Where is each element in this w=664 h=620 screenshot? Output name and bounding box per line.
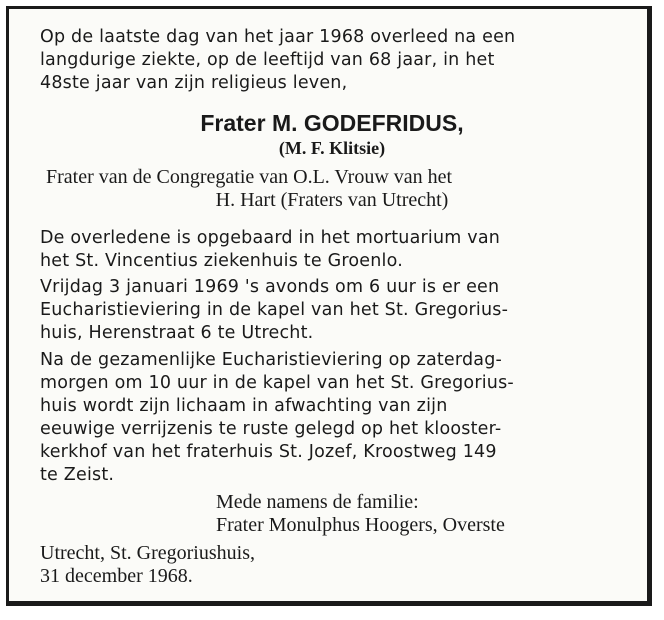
- signatory: Frater Monulphus Hoogers, Overste: [216, 514, 505, 536]
- friday-line-3: huis, Herenstraat 6 te Utrecht.: [40, 323, 314, 343]
- saturday-line-6: te Zeist.: [40, 465, 115, 485]
- place: Utrecht, St. Gregoriushuis,: [40, 542, 255, 564]
- saturday-line-3: huis wordt zijn lichaam in afwachting van zijn: [40, 396, 448, 416]
- mortuarium-line-1: De overledene is opgebaard in het mortuarium van: [40, 228, 501, 248]
- intro-line-1: Op de laatste dag van het jaar 1968 overleed na een: [40, 27, 516, 47]
- congregation-line-1: Frater van de Congregatie van O.L. Vrouw van het: [46, 166, 453, 188]
- congregation-line-2: H. Hart (Fraters van Utrecht): [215, 189, 449, 211]
- friday-line-1: Vrijdag 3 januari 1969 's avonds om 6 uur is er een: [40, 277, 500, 297]
- date: 31 december 1968.: [40, 565, 193, 587]
- mortuarium-line-2: het St. Vincentius ziekenhuis te Groenlo.: [40, 251, 403, 271]
- family-line: Mede namens de familie:: [216, 491, 419, 513]
- saturday-line-1: Na de gezamenlijke Eucharistieviering op zaterdag-: [40, 350, 503, 370]
- saturday-line-2: morgen om 10 uur in de kapel van het St. Gregorius-: [40, 373, 514, 393]
- intro-line-2: langdurige ziekte, op de leeftijd van 68 jaar, in het: [40, 50, 495, 70]
- saturday-line-4: eeuwige verrijzenis te ruste gelegd op het klooster-: [40, 419, 502, 439]
- deceased-name: Frater M. GODEFRIDUS,: [200, 110, 464, 136]
- saturday-line-5: kerkhof van het fraterhuis St. Jozef, Kroostweg 149: [40, 442, 497, 462]
- intro-line-3: 48ste jaar van zijn religieus leven,: [40, 73, 348, 93]
- friday-line-2: Eucharistieviering in de kapel van het St. Gregorius-: [40, 300, 509, 320]
- civil-name: (M. F. Klitsie): [278, 138, 386, 158]
